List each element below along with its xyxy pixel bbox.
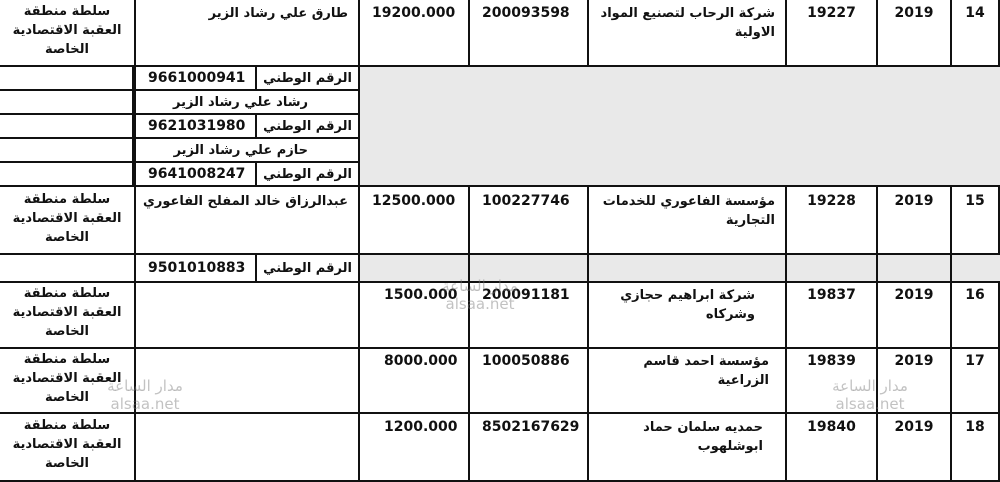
details-spacer [785,253,878,283]
year-cell: 2019 [876,0,952,67]
watermark-latin: alsaa.net [110,395,180,413]
national-id-value: 9621031980 [134,113,257,139]
reference-cell: 19228 [785,185,878,255]
details-spacer [468,253,589,283]
national-id-label: الرقم الوطني [255,253,360,283]
details-spacer [587,253,787,283]
year-cell: 2019 [876,347,952,414]
details-empty-cell [0,65,134,91]
national-id-label: الرقم الوطني [255,161,360,187]
watermark-arabic: مدار الساعة [832,377,908,395]
reference-cell: 19227 [785,0,878,67]
details-empty-cell [0,89,134,115]
watermark-latin: alsaa.net [445,295,515,313]
partner-name: رشاد علي رشاد الزير [134,89,360,115]
details-spacer [876,253,952,283]
row-number: 15 [950,185,1000,255]
details-empty-cell [0,161,134,187]
row-number: 18 [950,412,1000,482]
company-name-cell: مؤسسة احمد قاسم الزراعية [587,347,787,414]
authority-cell: سلطة منطقة العقبة الاقتصادية الخاصة [0,0,136,67]
reference-cell: 19837 [785,281,878,349]
watermark-latin: alsaa.net [835,395,905,413]
capital-cell: 12500.000 [358,185,470,255]
authority-cell: سلطة منطقة العقبة الاقتصادية الخاصة [0,281,136,349]
details-empty-cell [0,113,134,139]
registration-number-cell: 200091181 [468,281,589,349]
company-name-cell: شركة ابراهيم حجازي وشركاه [587,281,787,349]
authority-cell: سلطة منطقة العقبة الاقتصادية الخاصة [0,412,136,482]
capital-cell: 19200.000 [358,0,470,67]
company-name-cell: شركة الرحاب لتصنيع المواد الاولية [587,0,787,67]
partner-name-cell [134,281,360,349]
row-number: 16 [950,281,1000,349]
registration-number-cell: 100050886 [468,347,589,414]
registration-number-cell: 200093598 [468,0,589,67]
details-spacer [358,65,1000,187]
reference-cell: 19840 [785,412,878,482]
capital-cell: 1500.000 [358,281,470,349]
partner-name-cell: عبدالرزاق خالد المفلح الفاعوري [134,185,360,255]
details-spacer [358,253,470,283]
capital-cell: 8000.000 [358,347,470,414]
authority-cell: سلطة منطقة العقبة الاقتصادية الخاصة [0,347,136,414]
details-empty-cell [0,253,136,283]
registration-number-cell: 100227746 [468,185,589,255]
year-cell: 2019 [876,412,952,482]
company-name-cell: حمديه سلمان حماد ابوشلهوب [587,412,787,482]
partner-name: حازم علي رشاد الزير [134,137,360,163]
row-number: 14 [950,0,1000,67]
company-name-cell: مؤسسة الفاعوري للخدمات التجارية [587,185,787,255]
partner-name-cell [134,412,360,482]
national-id-value: 9641008247 [134,161,257,187]
partner-name-cell: طارق علي رشاد الزير [134,0,360,67]
watermark-arabic: مدار الساعة [442,277,518,295]
watermark-arabic: مدار الساعة [107,377,183,395]
national-id-value: 9661000941 [134,65,257,91]
details-empty-cell [0,137,134,163]
national-id-value: 9501010883 [134,253,257,283]
registration-number-cell: 8502167629 [468,412,589,482]
reference-cell: 19839 [785,347,878,414]
capital-cell: 1200.000 [358,412,470,482]
year-cell: 2019 [876,185,952,255]
details-spacer [950,253,1000,283]
authority-cell: سلطة منطقة العقبة الاقتصادية الخاصة [0,185,136,255]
row-number: 17 [950,347,1000,414]
national-id-label: الرقم الوطني [255,65,360,91]
national-id-label: الرقم الوطني [255,113,360,139]
year-cell: 2019 [876,281,952,349]
partner-name-cell [134,347,360,414]
